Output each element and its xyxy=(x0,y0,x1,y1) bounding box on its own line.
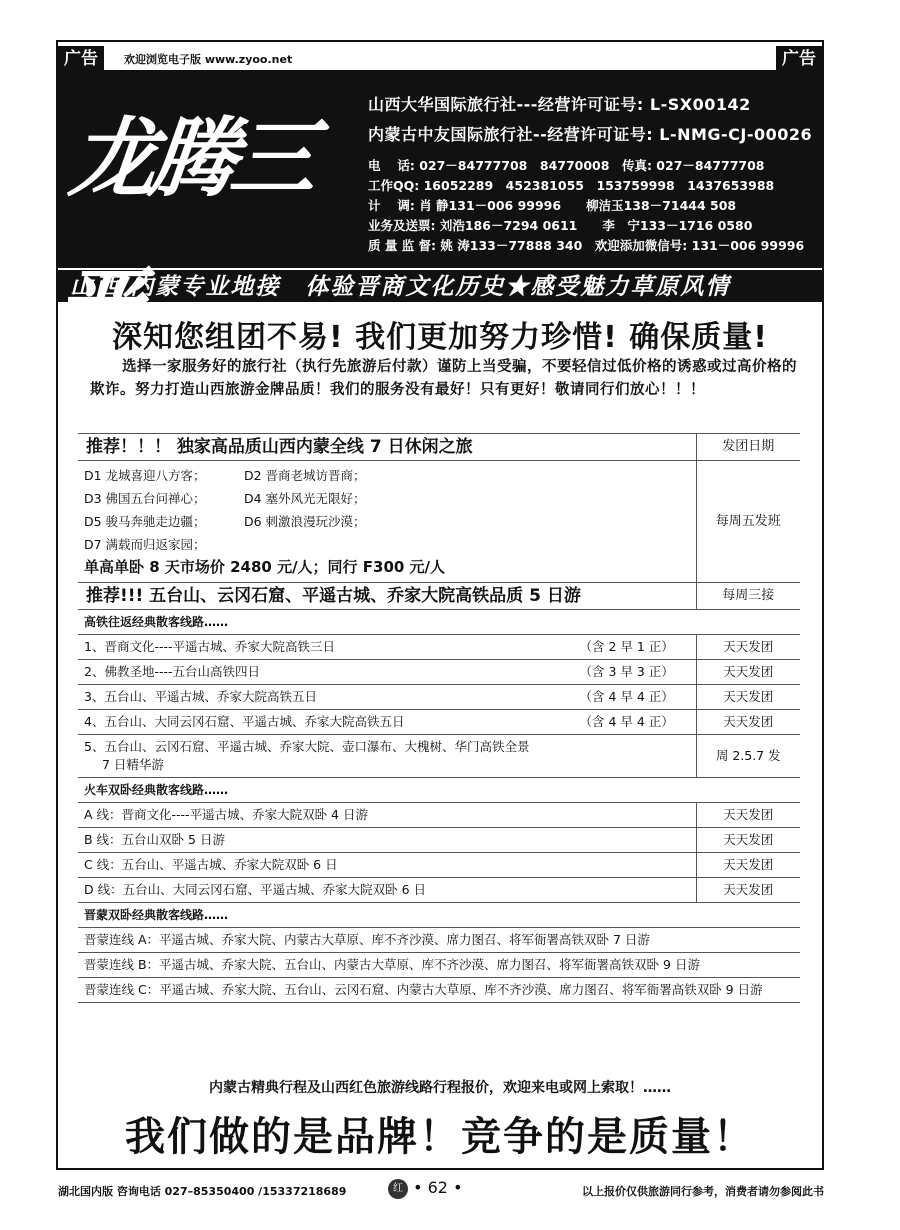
day-item: D7 满载而归返家园； xyxy=(84,537,206,552)
route-schedule: 天天发团 xyxy=(696,853,800,878)
routes-table xyxy=(78,433,800,1003)
table-row xyxy=(78,828,800,853)
route-name: 4、五台山、大同云冈石窟、平遥古城、乔家大院高铁五日 xyxy=(84,714,405,729)
rec1-title: 推荐！！！ 独家高品质山西内蒙全线 7 日休闲之旅 xyxy=(78,434,696,461)
agency-license-1: 山西大华国际旅行社---经营许可证号: L-SX00142 xyxy=(368,95,751,114)
contact-qq: 工作QQ: 16052289 452381055 153759998 1437653988 xyxy=(368,178,775,193)
table-row xyxy=(78,583,800,610)
agency-license-2: 内蒙古中友国际旅行社--经营许可证号: L-NMG-CJ-00026 xyxy=(368,125,813,144)
table-row xyxy=(78,434,800,461)
intro-paragraph: 选择一家服务好的旅行社（执行先旅游后付款）谨防上当受骗，不要轻信过低价格的诱惑或过高价格的欺诈。努力打造山西旅游金牌品质！我们的服务没有最好！只有更好！敬请同行们放心！！！ xyxy=(90,359,797,398)
rec1-schedule: 每周五发班 xyxy=(696,461,800,583)
table-row xyxy=(78,928,800,953)
mongolia-route: 晋蒙连线 C：平遥古城、乔家大院、五台山、云冈石窟、内蒙古大草原、库不齐沙漠、席力图召、将军衙署高铁双卧 9 日游 xyxy=(78,978,800,1003)
table-row xyxy=(78,660,800,685)
table-row xyxy=(78,978,800,1003)
section-mongolia: 晋蒙双卧经典散客线路…… xyxy=(78,903,800,928)
mongolia-route: 晋蒙连线 B：平遥古城、乔家大院、五台山、内蒙古大草原、库不齐沙漠、席力图召、将军衙署高铁双卧 9 日游 xyxy=(78,953,800,978)
contact-phone: 电 话: 027－84777708 84770008 传真: 027－84777708 xyxy=(368,158,765,173)
route-name: 1、晋商文化----平遥古城、乔家大院高铁三日 xyxy=(84,639,335,654)
rec1-price: 单高单卧 8 天市场价 2480 元/人；同行 F300 元/人 xyxy=(84,558,446,576)
day-item: D5 骏马奔驰走边疆； xyxy=(84,514,206,529)
day-item: D2 晋商老城访晋商； xyxy=(244,468,366,483)
page-number-block xyxy=(388,1178,463,1199)
day-item: D6 刺激浪漫玩沙漠； xyxy=(244,514,366,529)
route-schedule: 天天发团 xyxy=(696,635,800,660)
bottom-slogan: 我们做的是品牌！竞争的是质量！ xyxy=(125,1114,755,1160)
day-item: D3 佛国五台问禅心； xyxy=(84,491,206,506)
table-row xyxy=(78,635,800,660)
contact-quality: 质 量 监 督: 姚 涛133－77888 340 欢迎添加微信号: 131－006 99996 xyxy=(368,238,805,253)
meal-info: （含 2 早 1 正） xyxy=(579,639,674,654)
train-route: C 线：五台山、平遥古城、乔家大院双卧 6 日 xyxy=(78,853,696,878)
table-row xyxy=(78,735,800,778)
table-row xyxy=(78,710,800,735)
publisher-badge-icon: 红 xyxy=(388,1179,408,1199)
schedule-header: 发团日期 xyxy=(696,434,800,461)
route-schedule: 天天发团 xyxy=(696,685,800,710)
route-schedule: 天天发团 xyxy=(696,660,800,685)
rail-route xyxy=(78,735,696,778)
rail-route xyxy=(78,660,696,685)
route-schedule: 天天发团 xyxy=(696,828,800,853)
table-row xyxy=(78,685,800,710)
page-number: • 62 • xyxy=(413,1178,463,1197)
section-rail: 高铁往返经典散客线路…… xyxy=(78,610,800,635)
headline: 深知您组团不易! 我们更加努力珍惜! 确保质量! xyxy=(112,320,768,355)
table-row xyxy=(78,610,800,635)
train-route: D 线：五台山、大同云冈石窟、平遥古城、乔家大院双卧 6 日 xyxy=(78,878,696,903)
table-row xyxy=(78,461,800,583)
brand-logo: 龙腾三晋 xyxy=(49,108,316,359)
table-row xyxy=(78,953,800,978)
meal-info: （含 3 早 3 正） xyxy=(579,664,674,679)
slogan-band: 山西/内蒙专业地接 体验晋商文化历史★感受魅力草原风情 xyxy=(58,268,822,302)
website-welcome[interactable]: 欢迎浏览电子版 www.zyoo.net xyxy=(124,53,293,66)
mongolia-route: 晋蒙连线 A：平遥古城、乔家大院、内蒙古大草原、库不齐沙漠、席力图召、将军衙署高铁双卧 7 日游 xyxy=(78,928,800,953)
route-schedule: 天天发团 xyxy=(696,803,800,828)
contact-planner: 计 调: 肖 静131－006 99996 柳洁玉138－71444 508 xyxy=(368,198,737,213)
ad-tag-right: 广告 xyxy=(776,46,822,72)
rec1-itinerary xyxy=(78,461,696,583)
route-name: 2、佛教圣地----五台山高铁四日 xyxy=(84,664,260,679)
route-name-cont: 7 日精华游 xyxy=(102,757,164,772)
rail-route xyxy=(78,710,696,735)
ad-tag-left: 广告 xyxy=(58,46,104,72)
route-name: 3、五台山、平遥古城、乔家大院高铁五日 xyxy=(84,689,317,704)
contact-block xyxy=(368,156,804,256)
rec2-schedule: 每周三接 xyxy=(696,583,800,610)
rec2-title: 推荐!!! 五台山、云冈石窟、平遥古城、乔家大院高铁品质 5 日游 xyxy=(78,583,696,610)
meal-info: （含 4 早 4 正） xyxy=(579,714,674,729)
footer-note: 内蒙古精典行程及山西红色旅游线路行程报价，欢迎来电或网上索取！…… xyxy=(209,1080,671,1096)
route-schedule: 周 2.5.7 发 xyxy=(696,735,800,778)
rail-route xyxy=(78,685,696,710)
table-row xyxy=(78,903,800,928)
table-row xyxy=(78,878,800,903)
contact-ticketing: 业务及送票: 刘浩186－7294 0611 李 宁133－1716 0580 xyxy=(368,218,753,233)
meal-info: （含 4 早 4 正） xyxy=(579,689,674,704)
table-row xyxy=(78,803,800,828)
route-schedule: 天天发团 xyxy=(696,710,800,735)
table-row xyxy=(78,778,800,803)
route-schedule: 天天发团 xyxy=(696,878,800,903)
train-route: B 线：五台山双卧 5 日游 xyxy=(78,828,696,853)
table-row xyxy=(78,853,800,878)
route-name: 5、五台山、云冈石窟、平遥古城、乔家大院、壶口瀑布、大槐树、华门高铁全景 xyxy=(84,739,530,754)
section-train: 火车双卧经典散客线路…… xyxy=(78,778,800,803)
train-route: A 线：晋商文化----平遥古城、乔家大院双卧 4 日游 xyxy=(78,803,696,828)
day-item: D4 塞外风光无限好； xyxy=(244,491,366,506)
edition-info: 湖北国内版 咨询电话 027–85350400 /15337218689 xyxy=(58,1185,347,1198)
disclaimer: 以上报价仅供旅游同行参考，消费者请勿参阅此书 xyxy=(582,1185,824,1198)
rail-route xyxy=(78,635,696,660)
day-item: D1 龙城喜迎八方客； xyxy=(84,468,206,483)
